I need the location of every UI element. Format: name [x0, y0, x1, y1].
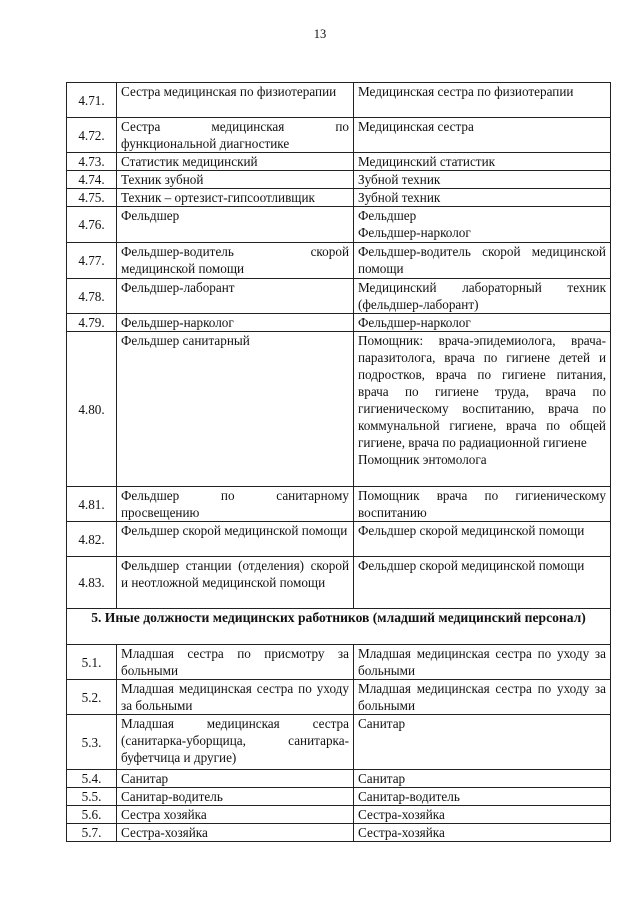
position-name: Сестра медицинская по функциональной диагностике [117, 118, 354, 153]
specialty-name: Фельдшер скорой медицинской помощи [354, 557, 611, 609]
row-number: 4.75. [67, 189, 117, 207]
table-row [67, 153, 611, 171]
position-name: Сестра хозяйка [117, 806, 354, 824]
specialty-cell [354, 207, 611, 243]
position-name: Фельдшер [117, 207, 354, 243]
table-row [67, 522, 611, 557]
position-name: Санитар-водитель [117, 788, 354, 806]
row-number: 5.4. [67, 770, 117, 788]
table-row [67, 788, 611, 806]
row-number: 4.76. [67, 207, 117, 243]
specialty-name: Сестра-хозяйка [354, 824, 611, 842]
row-number: 4.71. [67, 83, 117, 118]
table-row [67, 824, 611, 842]
row-number: 4.77. [67, 243, 117, 279]
specialty-name: Младшая медицинская сестра по уходу за больными [354, 680, 611, 715]
position-name: Фельдшер-лаборант [117, 279, 354, 314]
position-name: Санитар [117, 770, 354, 788]
table-row [67, 83, 611, 118]
specialty-name: Помощник: врача-эпидемиолога, врача-паразитолога, врача по гигиене детей и подростков, врача по гигиене питания, врача по гигиене труда, врача по гигиеническому воспитанию, врача по коммунальной гигиене, врача по общей гигиене, врача по радиационной гигиене [358, 333, 606, 450]
table-row [67, 189, 611, 207]
position-name: Фельдшер санитарный [117, 332, 354, 487]
specialty-name: Зубной техник [354, 171, 611, 189]
row-number: 5.7. [67, 824, 117, 842]
position-name: Техник зубной [117, 171, 354, 189]
specialty-name: Зубной техник [354, 189, 611, 207]
position-name: Младшая медицинская сестра по уходу за больными [117, 680, 354, 715]
row-number: 4.72. [67, 118, 117, 153]
specialty-name: Фельдшер-нарколог [358, 225, 471, 240]
section-heading: 5. Иные должности медицинских работников (младший медицинский персонал) [67, 609, 611, 645]
specialty-name: Медицинский лабораторный техник (фельдшер-лаборант) [354, 279, 611, 314]
specialty-name: Младшая медицинская сестра по уходу за больными [354, 645, 611, 680]
table-row [67, 557, 611, 609]
table-row [67, 487, 611, 522]
page-number: 13 [313, 27, 327, 41]
position-name: Фельдшер станции (отделения) скорой и неотложной медицинской помощи [117, 557, 354, 609]
table-row [67, 207, 611, 243]
row-number: 5.6. [67, 806, 117, 824]
position-name: Техник – ортезист-гипсоотливщик [117, 189, 354, 207]
position-name: Сестра-хозяйка [117, 824, 354, 842]
specialty-cell [354, 332, 611, 487]
row-number: 4.83. [67, 557, 117, 609]
position-name: Сестра медицинская по физиотерапии [117, 83, 354, 118]
position-name: Младшая медицинская сестра (санитарка-уборщица, санитарка-буфетчица и другие) [117, 715, 354, 770]
specialty-name: Фельдшер-водитель скорой медицинской помощи [354, 243, 611, 279]
specialty-name-extra: Помощник энтомолога [358, 452, 487, 467]
table-row [67, 770, 611, 788]
table-row [67, 314, 611, 332]
table-row [67, 806, 611, 824]
row-number: 5.1. [67, 645, 117, 680]
row-number: 4.73. [67, 153, 117, 171]
specialty-name: Санитар [354, 770, 611, 788]
specialty-name: Медицинский статистик [354, 153, 611, 171]
table-row [67, 171, 611, 189]
table-row [67, 279, 611, 314]
row-number: 4.79. [67, 314, 117, 332]
specialty-name: Медицинская сестра [354, 118, 611, 153]
row-number: 5.5. [67, 788, 117, 806]
positions-table [66, 82, 611, 842]
row-number: 4.74. [67, 171, 117, 189]
row-number: 5.2. [67, 680, 117, 715]
position-name: Фельдшер по санитарному просвещению [117, 487, 354, 522]
position-name: Фельдшер-нарколог [117, 314, 354, 332]
table-row [67, 332, 611, 487]
position-name: Младшая сестра по присмотру за больными [117, 645, 354, 680]
section-row [67, 609, 611, 645]
row-number: 5.3. [67, 715, 117, 770]
specialty-name: Санитар-водитель [354, 788, 611, 806]
row-number: 4.81. [67, 487, 117, 522]
table-row [67, 243, 611, 279]
row-number: 4.80. [67, 332, 117, 487]
specialty-name: Фельдшер-нарколог [354, 314, 611, 332]
position-name: Фельдшер скорой медицинской помощи [117, 522, 354, 557]
specialty-name: Фельдшер [358, 208, 417, 223]
position-name: Фельдшер-водитель скорой медицинской помощи [117, 243, 354, 279]
specialty-name: Помощник врача по гигиеническому воспитанию [354, 487, 611, 522]
specialty-name: Медицинская сестра по физиотерапии [354, 83, 611, 118]
specialty-name: Сестра-хозяйка [354, 806, 611, 824]
row-number: 4.78. [67, 279, 117, 314]
table-row [67, 645, 611, 680]
specialty-name: Фельдшер скорой медицинской помощи [354, 522, 611, 557]
position-name: Статистик медицинский [117, 153, 354, 171]
table-row [67, 680, 611, 715]
row-number: 4.82. [67, 522, 117, 557]
table-row [67, 715, 611, 770]
table-row [67, 118, 611, 153]
specialty-name: Санитар [354, 715, 611, 770]
